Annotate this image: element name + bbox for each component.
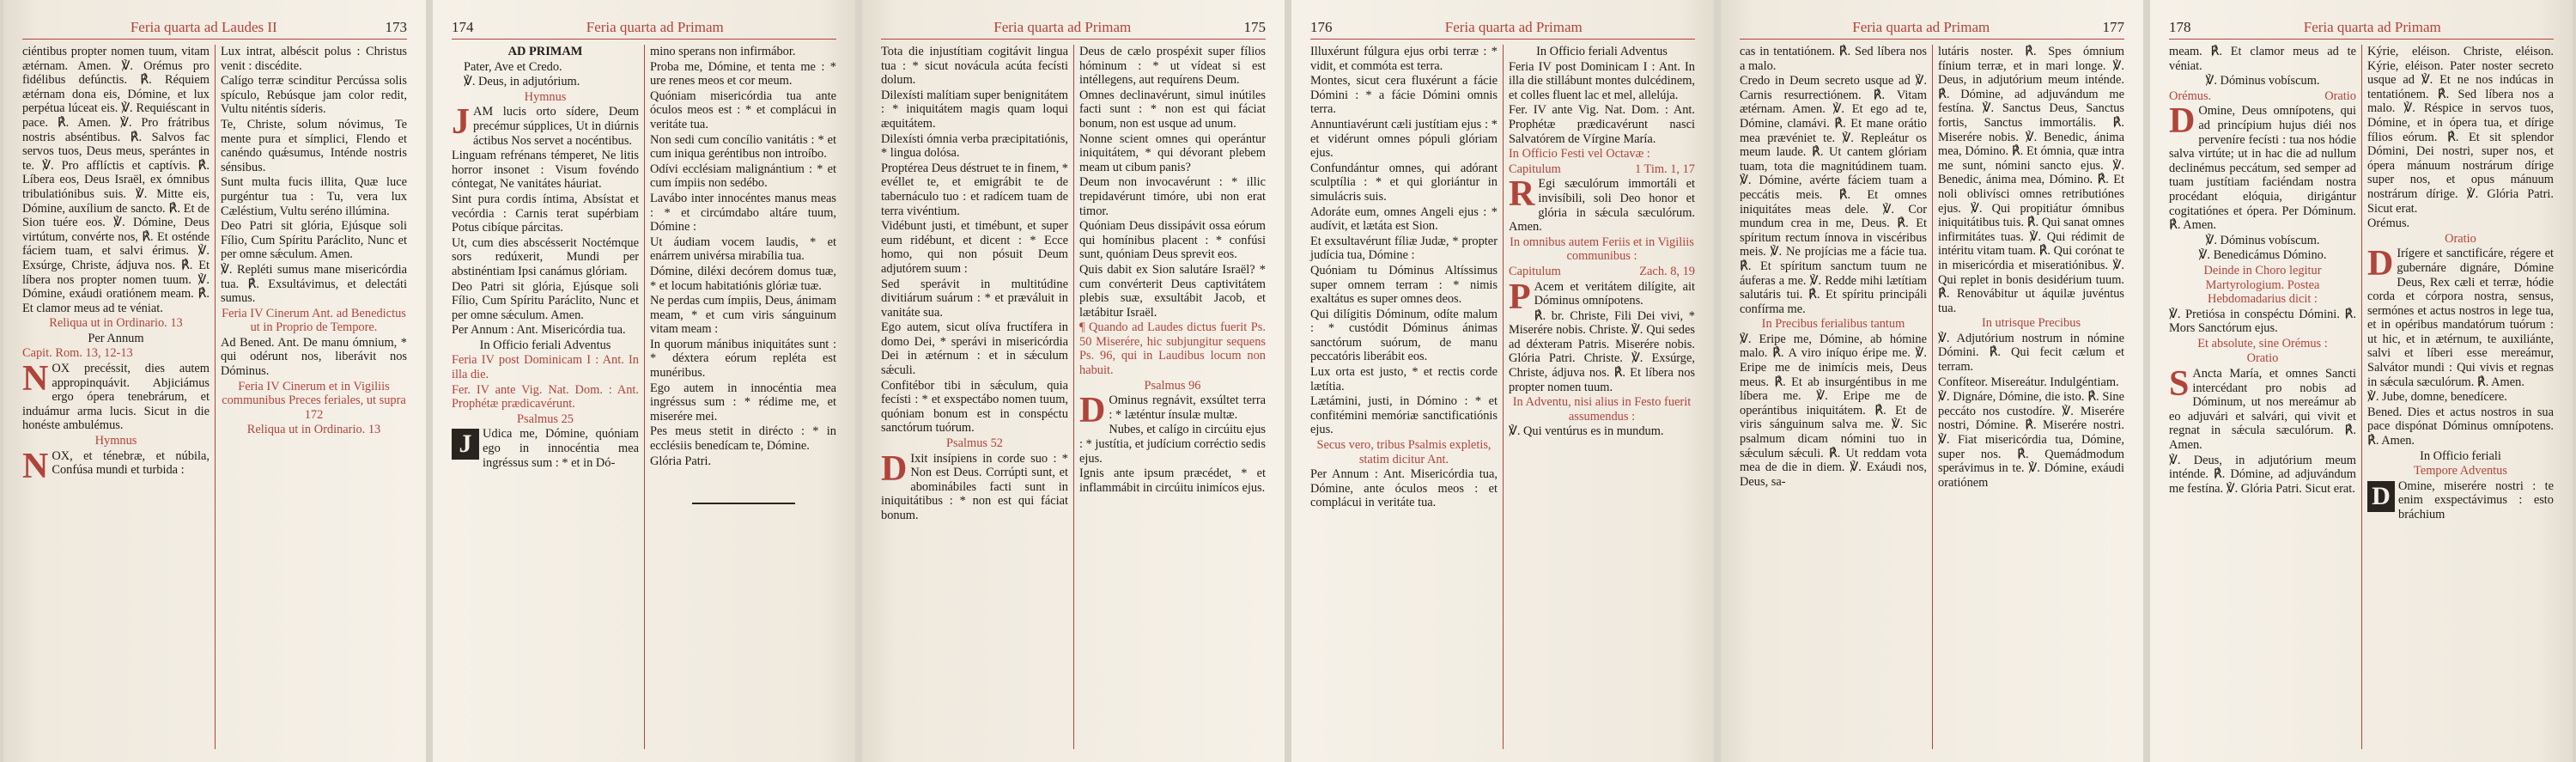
paragraph: In Officio feriali Adventus bbox=[479, 338, 611, 352]
paragraph: Vidébunt justi, et timébunt, et super eum ridébunt, et dicent : * Ecce homo, qui non pósuit Deum adjutórem suum : bbox=[881, 219, 1068, 276]
paragraph: Ignis ante ipsum præcédet, * et inflammábit in circúitu inimícos ejus. bbox=[1079, 466, 1266, 495]
paragraph: Lætámini, justi, in Dómino : * et confitémini memóriæ sanctificatiónis ejus. bbox=[1310, 394, 1498, 437]
paragraph: Montes, sicut cera fluxérunt a fácie Dómini : * a fácie Dómini omnis terra. bbox=[1310, 74, 1498, 117]
paragraph: Bened. Dies et actus nostros in sua pace dispónat Dóminus omnípotens. ℟. Amen. bbox=[2367, 405, 2554, 448]
paragraph: Fer. IV ante Vig. Nat. Dom. : Ant. Prophétæ prædicavérunt nasci Salvatórem de Vírgine María. bbox=[1509, 103, 1695, 146]
text-column-1 bbox=[876, 45, 1073, 749]
page-number: 174 bbox=[452, 19, 474, 35]
rubric: Oratio bbox=[2246, 351, 2279, 366]
initial-letter: D bbox=[2169, 101, 2196, 142]
paragraph: Ut, cum dies abscésserit Noctémque sors redúxerit, Mundi per abstinéntiam Ipsi canámus glóriam. bbox=[452, 235, 639, 278]
rubric: In utrisque Precibus bbox=[1981, 316, 2081, 331]
text-column-1 bbox=[2164, 45, 2361, 749]
paragraph-with-initial bbox=[881, 448, 1068, 523]
rubric: In Precibus ferialibus tantum bbox=[1761, 317, 1905, 332]
paragraph: Kýrie, eléison. Christe, eléison. Kýrie, eléison. Pater noster secreto usque ad ℣. Et ne nos indúcas in tentatiónem. ℟. Sed líbera nos a malo. ℣. Réspice in servos tuos, Dómine, et in ópera tua, et dírige fílios eórum. ℟. Et sit splendor Dómini, Dei nostri, super nos, et ópera mánuum nostrárum dírige super nos, et opus mánuum nostrárum dírige. ℣. Glória Patri. Sicut erat. bbox=[2367, 45, 2554, 216]
paragraph: Te, Christe, solum nóvimus, Te mente pura et símplici, Flendo et canéndo quǽsumus, Inténde nostris sénsibus. bbox=[221, 117, 407, 174]
paragraph: ℣. Dóminus vobíscum. bbox=[2205, 233, 2320, 247]
paragraph: In quorum mánibus iniquitátes sunt : * déxtera eórum repléta est munéribus. bbox=[650, 337, 836, 381]
paragraph: ℣. Deus, in adjutórium meum inténde. ℟. Dómine, ad adjuvándum me festína. ℣. Glória Patri. Sicut erat. bbox=[2169, 453, 2356, 496]
paragraph: lutáris noster. ℟. Spes ómnium fínium terræ, et in mari longe. ℣. Deus, in adjutórium meum inténde. ℟. Dómine, ad adjuvándum me festína. ℣. Sanctus Deus, Sanctus fortis, Sanctus immortális. ℟. Miserére nobis. ℣. Benedic, ánima mea, Dómino. ℟. Et ómnia, quæ intra me sunt, nómini sancto ejus. ℣. Benedic, ánima mea, Dómino. ℟. Et noli oblivísci omnes retributiónes ejus. ℣. Qui propitiátur ómnibus iniquitátibus tuis. ℟. Qui sanat omnes infirmitátes tuas. ℣. Qui rédimit de intéritu vitam tuam. ℟. Qui corónat te in misericórdia et miseratiónibus. ℣. Qui replet in bonis desidérium tuum. ℟. Renovábitur ut áquilæ juvéntus tua. bbox=[1938, 45, 2124, 315]
header-title: Feria quarta ad Primam bbox=[1852, 19, 1990, 35]
rubric: Fer. IV ante Vig. Nat. Dom. : Ant. Prophétæ prædicavérunt. bbox=[452, 382, 639, 411]
paragraph: Lux orta est justo, * et rectis corde lætítia. bbox=[1310, 365, 1498, 393]
paragraph-with-initial bbox=[22, 446, 210, 486]
paragraph: ℣. Jube, domne, benedícere. bbox=[2367, 390, 2507, 405]
text-column-1 bbox=[17, 45, 215, 749]
header-title: Feria quarta ad Primam bbox=[2303, 19, 2441, 35]
paragraph: ℣. Dignáre, Dómine, die isto. ℟. Sine peccáto nos custodíre. ℣. Miserére nostri, Dómine. ℟. Miserére nostri. ℣. Fiat misericórdia tua, Dómine, super nos. ℟. Quemádmodum sperávimus in te. ℣. Dómine, exáudi oratiónem bbox=[1938, 390, 2124, 490]
page-number: 177 bbox=[2102, 19, 2124, 35]
paragraph-with-initial bbox=[1509, 174, 1695, 235]
initial-letter: J bbox=[452, 102, 470, 143]
initial-letter: D bbox=[881, 448, 908, 489]
header-title: Feria quarta ad Primam bbox=[1444, 19, 1583, 35]
paragraph: Qui dilígitis Dóminum, odíte malum : * custódit Dóminus ánimas sanctórum suórum, de manu peccatóris liberábit eos. bbox=[1310, 307, 1498, 364]
paragraph-with-initial bbox=[2169, 364, 2356, 453]
book-page-175 bbox=[862, 0, 1285, 762]
paragraph: Quis dabit ex Sion salutáre Israël? * cum convérterit Deus captivitátem plebis suæ, exsultábit Jacob, et lætábitur Israël. bbox=[1079, 262, 1266, 320]
heading-part: Orémus. bbox=[2169, 88, 2212, 103]
paragraph-text: Acem et veritátem dilígite, ait Dóminus omnípotens. bbox=[1534, 279, 1695, 308]
paragraph-text: Ominus regnávit, exsúltet terra : * læténtur ínsulæ multæ. bbox=[1109, 393, 1266, 422]
initial-letter: D bbox=[1079, 391, 1106, 431]
paragraph: Ad Bened. Ant. De manu ómnium, * qui odérunt nos, liberávit nos Dóminus. bbox=[221, 335, 407, 379]
paragraph: ℣. Adjutórium nostrum in nómine Dómini. ℟. Qui fecit cælum et terram. bbox=[1938, 331, 2124, 375]
paragraph: mino sperans non infirmábor. bbox=[650, 45, 796, 58]
paragraph: Pater, Ave et Credo. bbox=[464, 59, 562, 74]
paragraph-with-initial bbox=[2169, 101, 2356, 233]
paragraph: Per Annum bbox=[88, 331, 144, 345]
paragraph: ℣. Dóminus vobíscum. bbox=[2205, 74, 2320, 88]
initial-letter: D bbox=[2367, 244, 2394, 284]
paragraph: Confíteor. Misereátur. Indulgéntiam. bbox=[1938, 375, 2119, 389]
rubric: Feria IV Cinerum et in Vigiliis communibus Preces feriales, ut supra 172 bbox=[222, 379, 406, 422]
paragraph-text: Omine, Deus omnípotens, qui ad princípium hujus diéi nos perveníre fecísti : tua nos hódie salva virtúte; ut in hac die ad nullum declinémus peccátum, sed semper ad tuam justítiam faciéndam nostra procédant elóquia, dirigántur cogitatiónes et ópera. Per Dóminum. ℟. Amen. bbox=[2169, 104, 2356, 233]
heading-part: Zach. 8, 19 bbox=[1639, 264, 1695, 278]
paragraph: Proba me, Dómine, et tenta me : * ure renes meos et cor meum. bbox=[650, 59, 836, 88]
paragraph-text: AM lucis orto sídere, Deum precémur súpplices, Ut in diúrnis áctibus Nos servet a nocéntibus. bbox=[473, 105, 639, 148]
rubric: Capit. Rom. 13, 12-13 bbox=[22, 346, 133, 361]
paragraph: Nonne scient omnes qui operántur iniquitátem, * qui dévorant plebem meam ut cibum panis? bbox=[1079, 131, 1266, 174]
page-number: 175 bbox=[1243, 19, 1266, 35]
paragraph: Confundántur omnes, qui adórant sculptília : * et qui gloriántur in simulácris suis. bbox=[1310, 161, 1498, 204]
paragraph: AD PRIMAM bbox=[507, 45, 583, 58]
section-heading bbox=[1509, 265, 1695, 279]
heading-part: 1 Tim. 1, 17 bbox=[1635, 162, 1695, 176]
paragraph: Orémus. bbox=[2367, 216, 2410, 231]
paragraph: ℣. Repléti sumus mane misericórdia tua. ℟. Exsultávimus, et delectáti sumus. bbox=[221, 262, 407, 306]
paragraph: In Officio feriali Adventus bbox=[1536, 45, 1668, 58]
paragraph-text: OX precéssit, dies autem appropinquávit. Abjiciámus ergo ópera tenebrárum, et induámur arma lucis. Sicut in die honéste ambulémus. bbox=[22, 362, 210, 433]
book-page-178 bbox=[2150, 0, 2573, 762]
book-page-173 bbox=[3, 0, 426, 762]
heading-part: Capitulum bbox=[1509, 264, 1561, 278]
header-title: Feria quarta ad Laudes II bbox=[130, 19, 277, 35]
paragraph: Ut áudiam vocem laudis, * et enárrem univérsa mirabília tua. bbox=[650, 235, 836, 264]
paragraph: ℣. Qui ventúrus es in mundum. bbox=[1509, 424, 1664, 439]
paragraph: Odívi ecclésiam malignántium : * et cum ímpiis non sedébo. bbox=[650, 162, 836, 191]
paragraph: cas in tentatiónem. ℟. Sed líbera nos a malo. bbox=[1740, 45, 1927, 73]
paragraph-text: Ancta María, et omnes Sancti intercédant pro nobis ad Dóminum, ut nos mereámur ab eo adjuvári et salvári, qui vivit et regnat in sǽcula sæculórum. ℟. Amen. bbox=[2169, 367, 2356, 453]
paragraph: Non sedi cum concílio vanitátis : * et cum iniqua geréntibus non introíbo. bbox=[650, 132, 836, 162]
paragraph-text: Udica me, Dómine, quóniam ego in innocéntia mea ingréssus sum : * et in Dó- bbox=[483, 427, 639, 470]
book-page-176 bbox=[1291, 0, 1714, 762]
text-column-1 bbox=[1735, 45, 1932, 749]
closing-doxology: Glória Patri. bbox=[650, 454, 712, 468]
rubric: Deinde in Choro legitur Martyrologium. Postea Hebdomadarius dicit : bbox=[2203, 263, 2322, 307]
rubric: In Adventu, nisi alius in Festo fuerit assumendus : bbox=[1512, 395, 1692, 424]
paragraph-with-initial bbox=[2367, 244, 2554, 389]
paragraph: Annuntiavérunt cæli justítiam ejus : * et vidérunt omnes pópuli glóriam ejus. bbox=[1310, 117, 1498, 161]
paragraph-text: OX, et ténebræ, et núbila, Confúsa mundi et turbida : bbox=[52, 448, 210, 478]
header-title: Feria quarta ad Primam bbox=[993, 19, 1132, 35]
paragraph: Dómine, diléxi decórem domus tuæ, * et locum habitatiónis glóriæ tuæ. bbox=[650, 264, 836, 293]
paragraph-text: Omine, miserére nostri : te enim exspectávimus : esto bráchium bbox=[2398, 479, 2554, 521]
text-column-2 bbox=[215, 45, 412, 749]
paragraph: Feria IV post Dominicam I : Ant. In illa die stillábunt montes dulcédinem, et colles fluent lac et mel, allelúja. bbox=[1509, 59, 1695, 102]
page-number: 176 bbox=[1310, 19, 1333, 35]
paragraph-text: Ixit insípiens in corde suo : * Non est Deus. Corrúpti sunt, et abominábiles facti sunt in iniquitátibus : * non est qui fáciat bonum. bbox=[881, 451, 1068, 522]
rubric: Oratio bbox=[2445, 231, 2476, 246]
paragraph: Adoráte eum, omnes Angeli ejus : * audívit, et lætáta est Sion. bbox=[1310, 204, 1498, 234]
initial-letter: N bbox=[22, 446, 49, 486]
rubric: Secus vero, tribus Psalmis expletis, statim dicitur Ant. bbox=[1316, 438, 1492, 466]
paragraph: ℣. Eripe me, Dómine, ab hómine malo. ℟. A viro iníquo éripe me. ℣. Eripe me de inimícis meis, Deus meus. ℟. Et ab insurgéntibus in me líbera me. ℣. Eripe me de operántibus iniquitátem. ℟. Et de viris sánguinum salva me. ℣. Sic psalmum dicam nómini tuo in sǽculum sǽculi. ℟. Ut reddam vota mea de die in diem. ℣. Exáudi nos, Deus, sa- bbox=[1740, 332, 1927, 489]
heading-part: Oratio bbox=[2324, 88, 2356, 103]
paragraph: Deo Patri sit glória, Ejúsque soli Fílio, Cum Spíritu Paráclito, Nunc et per omne sǽculum. Amen. bbox=[452, 279, 639, 322]
paragraph: Omnes declinavérunt, simul inútiles facti sunt : * non est qui fáciat bonum, non est usque ad unum. bbox=[1079, 88, 1266, 131]
paragraph: Proptérea Deus déstruet te in finem, * evéllet te, et emigrábit te de tabernáculo tuo : et radícem tuam de terra vivéntium. bbox=[881, 161, 1068, 218]
initial-letter: J bbox=[452, 429, 479, 460]
paragraph: Ne perdas cum ímpiis, Deus, ánimam meam, * et cum viris sánguinum vitam meam : bbox=[650, 294, 836, 337]
paragraph: Sunt multa fucis illita, Quæ luce purgéntur tua : Tu, vera lux Cæléstium, Vultu seréno illúmina. bbox=[221, 175, 407, 218]
paragraph: Dilexísti ómnia verba præcipitatiónis, * lingua dolósa. bbox=[881, 131, 1068, 161]
rubric: In omnibus autem Feriis et in Vigiliis communibus : bbox=[1510, 235, 1694, 264]
rubric: Tempore Adventus bbox=[2414, 464, 2507, 479]
paragraph: ℣. Pretiósa in conspéctu Dómini. ℟. Mors Sanctórum ejus. bbox=[2169, 307, 2356, 336]
ornament-rule bbox=[692, 503, 795, 504]
rubric: Hymnus bbox=[524, 89, 567, 104]
paragraph: Quóniam Deus dissipávit ossa eórum qui homínibus placent : * confúsi sunt, quóniam Deus sprevit eos. bbox=[1079, 219, 1266, 262]
paragraph: Et exsultavérunt fíliæ Judæ, * propter judícia tua, Dómine : bbox=[1310, 234, 1498, 263]
paragraph: Pes meus stetit in dirécto : * in ecclésiis benedícam te, Dómine. bbox=[650, 424, 836, 454]
paragraph-text: Irígere et sanctificáre, régere et gubernáre dignáre, Dómine Deus, Rex cæli et terræ, hódie corda et córpora nostra, sensus, sermónes et actus nostros in lege tua, et in opéribus mandatórum tuórum : ut hic, et in ætérnum, te auxiliánte, salvi et líberi esse mereámur, Salvátor mundi : Qui vivis et regnas in sǽcula sæculórum. ℟. Amen. bbox=[2367, 247, 2554, 389]
header-title: Feria quarta ad Primam bbox=[586, 19, 724, 35]
paragraph: Deum non invocavérunt : * illic trepidavérunt timóre, ubi non erat timor. bbox=[1079, 175, 1266, 218]
book-page-174 bbox=[433, 0, 855, 762]
paragraph: Ego autem, sicut olíva fructífera in domo Dei, * sperávi in misericórdia Dei in ætérnum : et in sǽculum sǽculi. bbox=[881, 320, 1068, 378]
paragraph: Ego autem in innocéntia mea ingréssus sum : * rédime me, et miserére mei. bbox=[650, 381, 836, 424]
paragraph: Per Annum : Ant. Misericórdia tua, Dómine, ante óculos meos : et complácui in veritáte tua. bbox=[1310, 467, 1498, 510]
paragraph-with-initial bbox=[1079, 391, 1266, 431]
rubric: Feria IV Cinerum Ant. ad Benedictus ut in Proprio de Tempore. bbox=[222, 306, 406, 335]
rubric: Reliqua ut in Ordinario. 13 bbox=[246, 423, 381, 437]
rubric: Et absolute, sine Orémus : bbox=[2197, 336, 2328, 351]
paragraph: ℣. Benedicámus Dómino. bbox=[2198, 248, 2327, 263]
rubric: ¶ Quando ad Laudes dictus fuerit Ps. 50 Miserére, hic subjungitur sequens Ps. 96, qui in Laudibus locum non habuit. bbox=[1079, 320, 1266, 378]
paragraph: ℣. Deus, in adjutórium. bbox=[464, 75, 580, 89]
text-column-2 bbox=[644, 45, 841, 749]
paragraph: Quóniam tu Dóminus Altíssimus super omnem terram : * nimis exaltátus es super omnes deos. bbox=[1310, 263, 1498, 307]
paragraph: Deus de cælo prospéxit super fílios hóminum : * ut vídeat si est intéllegens, aut requírens Deum. bbox=[1079, 45, 1266, 88]
running-header bbox=[1740, 19, 2124, 40]
section-heading bbox=[2169, 89, 2356, 104]
rubric: Psalmus 52 bbox=[946, 436, 1003, 451]
paragraph: Sint pura cordis íntima, Absístat et vecórdia : Carnis terat supérbiam Potus cibíque párcitas. bbox=[452, 192, 639, 235]
rubric: Reliqua ut in Ordinario. 13 bbox=[49, 316, 183, 331]
text-column-2 bbox=[1932, 45, 2129, 749]
paragraph: meam. ℟. Et clamor meus ad te véniat. bbox=[2169, 45, 2356, 73]
book-page-177 bbox=[1721, 0, 2143, 762]
initial-letter: R bbox=[1509, 174, 1535, 215]
text-column-1 bbox=[447, 45, 644, 749]
paragraph: Deo Patri sit glória, Ejúsque soli Fílio, Cum Spíritu Paráclito, Nunc et per omne sǽculum. Amen. bbox=[221, 219, 407, 262]
rubric: Psalmus 25 bbox=[517, 411, 574, 426]
paragraph: Calígo terræ scinditur Percússa solis spículo, Rebúsque jam color redit, Vultu niténtis síderis. bbox=[221, 74, 407, 117]
initial-letter: D bbox=[2367, 481, 2395, 512]
paragraph: Confitébor tibi in sǽculum, quia fecísti : * et exspectábo nomen tuum, quóniam bonum est in conspéctu sanctórum tuórum. bbox=[881, 378, 1068, 436]
rubric: Psalmus 96 bbox=[1144, 378, 1201, 393]
paragraph: Nubes, et calígo in circúitu ejus : * justítia, et judícium corréctio sedis ejus. bbox=[1079, 423, 1267, 466]
paragraph: ℟. br. Christe, Fili Dei vivi, * Miserére nobis. Christe. ℣. Qui sedes ad déxteram Patris. Miserére nobis. Glória Patri. Christe. ℣. Exsúrge, Christe, ádjuva nos. ℟. Et líbera nos propter nomen tuum. bbox=[1509, 308, 1695, 394]
paragraph-with-initial bbox=[2367, 479, 2554, 522]
paragraph: Illuxérunt fúlgura ejus orbi terræ : * vidit, et commóta est terra. bbox=[1310, 45, 1498, 73]
paragraph-with-initial bbox=[452, 427, 639, 470]
rubric: In Officio Festi vel Octavæ : bbox=[1509, 147, 1650, 162]
paragraph: In Officio feriali bbox=[2420, 448, 2501, 463]
running-header bbox=[2169, 19, 2554, 40]
rubric: Feria IV post Dominicam I : Ant. In illa die. bbox=[452, 353, 639, 382]
heading-part: Capitulum bbox=[1509, 162, 1561, 176]
paragraph: Linguam refrénans témperet, Ne litis horror insonet : Visum fovéndo cóntegat, Ne vanitátes háuriat. bbox=[452, 149, 639, 192]
paragraph: Per Annum : Ant. Misericórdia tua. bbox=[452, 323, 626, 338]
initial-letter: S bbox=[2169, 364, 2190, 405]
paragraph-with-initial bbox=[22, 359, 210, 433]
paragraph: Lux intrat, albéscit polus : Christus venit : discédite. bbox=[221, 45, 407, 73]
text-column-2 bbox=[2361, 45, 2559, 749]
paragraph-with-initial bbox=[452, 102, 639, 148]
paragraph-with-initial bbox=[1509, 277, 1695, 317]
paragraph: Dilexísti malítiam super benignitátem : * iniquitátem magis quam loqui æquitátem. bbox=[881, 88, 1068, 131]
paragraph: Quóniam misericórdia tua ante óculos meos est : * et complácui in veritáte tua. bbox=[650, 88, 836, 131]
page-number: 173 bbox=[385, 19, 407, 35]
text-column-2 bbox=[1503, 45, 1700, 749]
paragraph: Tota die injustítiam cogitávit lingua tua : * sicut novácula acúta fecísti dolum. bbox=[881, 45, 1068, 88]
paragraph-text: Egi sæculórum immortáli et invisíbili, soli Deo honor et glória in sǽcula sæculórum. Amen. bbox=[1509, 177, 1695, 235]
text-column-2 bbox=[1073, 45, 1271, 749]
paragraph: Credo in Deum secreto usque ad ℣. Carnis resurrectiónem. ℟. Vitam ætérnam. Amen. ℣. Et ego ad te, Dómine, clamávi. ℟. Et mane orátio mea prævéniet te. ℣. Repleátur os meum laude. ℟. Ut cantem glóriam tuam, tota die magnitúdinem tuam. ℣. Dómine, avérte fáciem tuam a peccátis meis. ℟. Et omnes iniquitátes meas dele. ℣. Cor mundum crea in me, Deus. ℟. Et spíritum rectum ínnova in viscéribus meis. ℣. Ne projícias me a fácie tua. ℟. Et spíritum sanctum tuum ne áuferas a me. ℣. Redde mihi lætítiam salutáris tui. ℟. Et spíritu principáli confírma me. bbox=[1740, 74, 1927, 316]
page-number: 178 bbox=[2169, 19, 2191, 35]
running-header bbox=[452, 19, 836, 40]
paragraph: Sed sperávit in multitúdine divitiárum suárum : * et præváluit in vanitáte sua. bbox=[881, 277, 1068, 320]
initial-letter: N bbox=[22, 359, 49, 399]
running-header bbox=[22, 19, 407, 40]
section-heading bbox=[1509, 162, 1695, 177]
paragraph: ciéntibus propter nomen tuum, vitam ætérnam. Amen. ℣. Orémus pro fidélibus defúnctis. ℟. Réquiem ætérnam dona eis, Dómine, et lux perpétua lúceat eis. ℣. Requiéscant in pace. ℟. Amen. ℣. Pro frátribus nostris abséntibus. ℟. Salvos fac servos tuos, Deus meus, sperántes in te. ℣. Pro afflíctis et captívis. ℟. Líbera eos, Deus Israël, ex ómnibus tribulatiónibus suis. ℣. Mitte eis, Dómine, auxílium de sancto. ℟. Et de Sion tuére eos. ℣. Dómine, Deus virtútum, convérte nos, ℟. Et osténde fáciem tuam, et salvi érimus. ℣. Exsúrge, Christe, ádjuva nos. ℟. Et líbera nos propter nomen tuum. ℣. Dómine, exáudi oratiónem meam. ℟. Et clamor meus ad te véniat. bbox=[22, 45, 210, 315]
initial-letter: P bbox=[1509, 277, 1531, 317]
text-column-1 bbox=[1305, 45, 1503, 749]
running-header bbox=[881, 19, 1266, 40]
paragraph: Lavábo inter innocéntes manus meas : * et circúmdabo altáre tuum, Dómine : bbox=[650, 191, 836, 235]
rubric: Hymnus bbox=[94, 434, 137, 448]
running-header bbox=[1310, 19, 1695, 40]
